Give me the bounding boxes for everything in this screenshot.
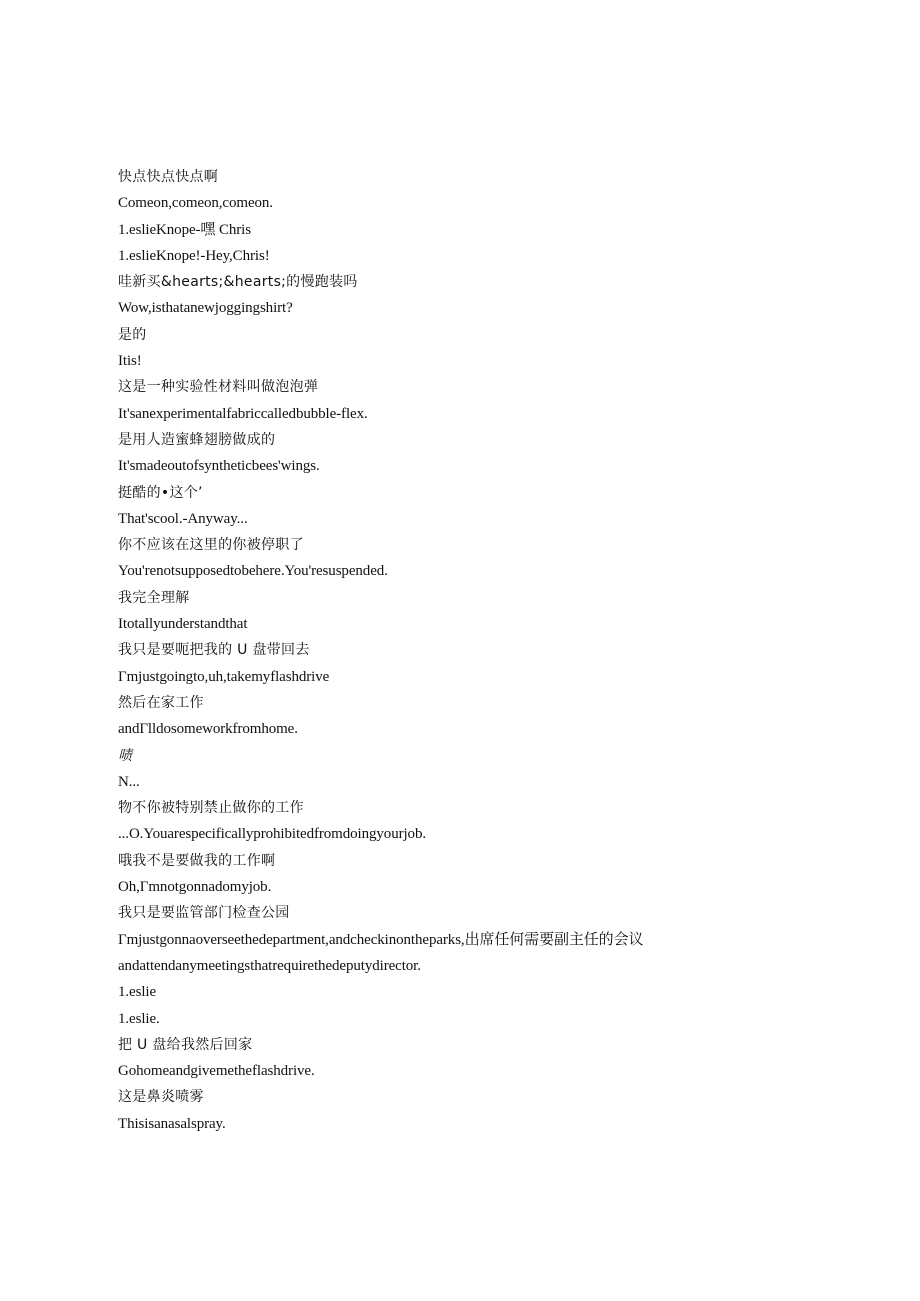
subtitle-line-zh: 把 U 盘给我然后回家 [118,1036,253,1053]
subtitle-line-zh: 你不应该在这里的你被停职了 [118,537,304,554]
subtitle-line-en: Oh,Γmnotgonnadomyjob. [118,879,272,896]
subtitle-line-en: 1.eslieKnope!-Hey,Chris! [118,247,270,264]
subtitle-line-en: N... [118,773,140,790]
subtitle-line-mixed: 1.eslieKnope-嘿 Chris [118,221,251,238]
subtitle-line-mixed: Γmjustgonnaoverseethedepartment,andcheckinontheparks,出席任何需要副主任的会议 [118,931,644,948]
subtitle-line-en: Gohomeandgivemetheflashdrive. [118,1063,315,1080]
subtitle-line-en: Itis! [118,353,142,370]
subtitle-line-en: That'scool.-Anyway... [118,510,248,527]
subtitle-line-zh: 快点快点快点啊 [118,169,219,185]
subtitle-line-en: Wow,isthatanewjoggingshirt? [118,300,293,317]
subtitle-line-zh: 这是一种实验性材料叫做泡泡弹 [118,379,319,396]
subtitle-line-zh: 然后在家工作 [118,694,204,711]
subtitle-line-en: ...O.Youarespecificallyprohibitedfromdoingyourjob. [118,826,427,843]
subtitle-line-en: 1.eslie. [118,1010,160,1027]
subtitle-line-en: Thisisanasalspray. [118,1115,226,1132]
document-body [118,164,898,1137]
subtitle-line-en: 1.eslie [118,984,157,1001]
subtitle-line-zh-italic: 啧 [118,747,133,764]
subtitle-line-en: Γmjustgoingto,uh,takemyflashdrive [118,668,330,685]
subtitle-line-zh: 挺酷的•这个’ [118,484,203,501]
subtitle-line-en: andΓlldosomeworkfromhome. [118,721,298,738]
subtitle-line-zh: 哦我不是要做我的工作啊 [118,852,276,869]
subtitle-line-en: Itotallyunderstandthat [118,616,248,633]
subtitle-line-en: You'renotsupposedtobehere.You'resuspended. [118,563,388,580]
subtitle-line-zh: 是用人造蜜蜂翅膀做成的 [118,431,276,448]
subtitle-line-zh: 这是鼻炎喷雾 [118,1089,204,1106]
subtitle-line-en: Comeon,comeon,comeon. [118,195,273,212]
subtitle-line-zh: 哇新买&hearts;&hearts;的慢跑装吗 [118,274,358,291]
subtitle-line-zh: 我完全理解 [118,589,190,606]
subtitle-line-zh: 是的 [118,326,147,343]
subtitle-line-en: It'smadeoutofsyntheticbees'wings. [118,458,320,475]
subtitle-line-en: It'sanexperimentalfabriccalledbubble-flex. [118,405,368,422]
subtitle-line-zh: 我只是要呃把我的 U 盘带回去 [118,642,310,659]
subtitle-line-zh: 物不你被特别禁止做你的工作 [118,800,304,817]
subtitle-line-en: andattendanymeetingsthatrequirethedeputydirector. [118,957,421,974]
subtitle-line-zh: 我只是要监管部门检查公园 [118,905,290,922]
